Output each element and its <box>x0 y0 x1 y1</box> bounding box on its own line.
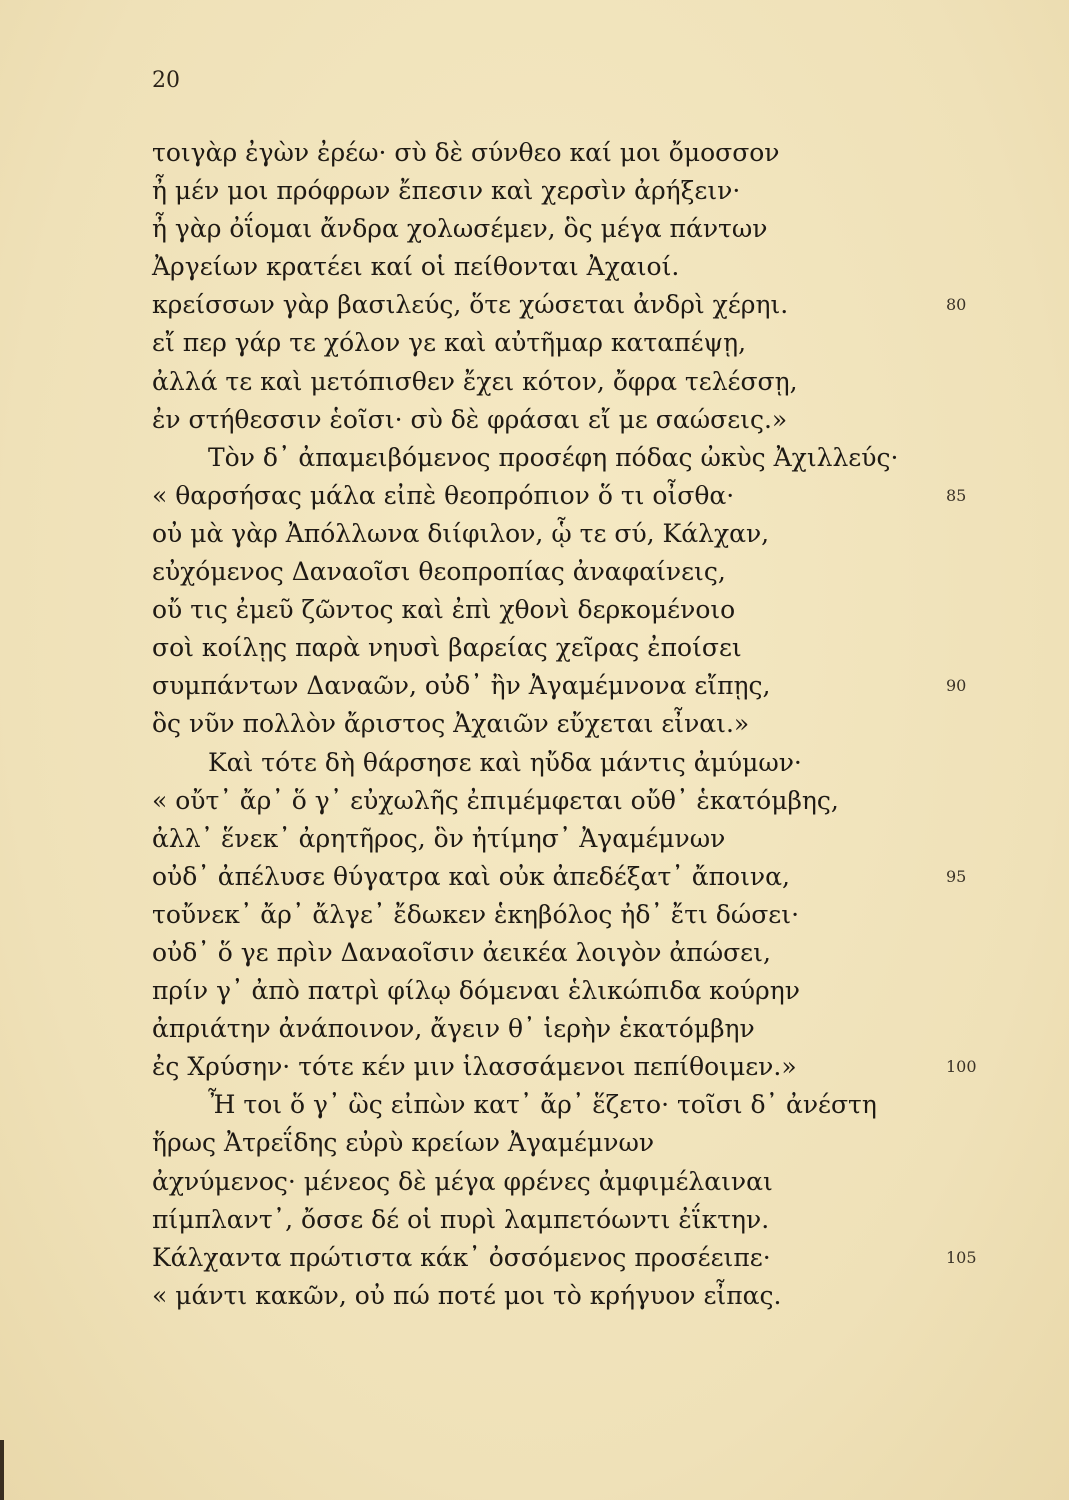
verse-line-text: συμπάντων Δαναῶν, οὐδ᾽ ἢν Ἀγαμέμνονα εἴπῃς, <box>152 671 771 701</box>
verse-line <box>0 705 1069 743</box>
verse-line-text: εὐχόμενος Δαναοῖσι θεοπροπίας ἀναφαίνεις, <box>152 557 726 587</box>
binding-edge <box>0 1440 4 1500</box>
page-number: 20 <box>152 68 180 93</box>
verse-line-text: οὐδ᾽ ἀπέλυσε θύγατρα καὶ οὐκ ἀπεδέξατ᾽ ἄποινα, <box>152 861 790 891</box>
verse-line-text: οὔ τις ἐμεῦ ζῶντος καὶ ἐπὶ χθονὶ δερκομένοιο <box>152 595 736 625</box>
verse-line-text: πρίν γ᾽ ἀπὸ πατρὶ φίλῳ δόμεναι ἑλικώπιδα κούρην <box>152 976 800 1006</box>
verse-line <box>0 629 1069 667</box>
verse-line <box>0 782 1069 820</box>
verse-line-text: ἐν στήθεσσιν ἑοῖσι· σὺ δὲ φράσαι εἴ με σαώσεις.» <box>152 404 788 434</box>
verse-line-text: Ἦ τοι ὅ γ᾽ ὣς εἰπὼν κατ᾽ ἄρ᾽ ἕζετο· τοῖσι δ᾽ ἀνέστη <box>208 1090 877 1120</box>
verse-line <box>0 972 1069 1010</box>
line-number: 85 <box>946 485 967 505</box>
verse-line <box>0 858 1069 896</box>
verse-line <box>0 1277 1069 1315</box>
verse-line <box>0 1163 1069 1201</box>
line-number: 90 <box>946 676 967 696</box>
verse-line-text: ἀλλά τε καὶ μετόπισθεν ἔχει κότον, ὄφρα τελέσσῃ, <box>152 366 798 396</box>
verse-line-text: τοὔνεκ᾽ ἄρ᾽ ἄλγε᾽ ἔδωκεν ἑκηβόλος ἠδ᾽ ἔτι δώσει· <box>152 899 800 929</box>
verse-line <box>0 210 1069 248</box>
verse-line <box>0 820 1069 858</box>
verse-line-text: οὐδ᾽ ὅ γε πρὶν Δαναοῖσιν ἀεικέα λοιγὸν ἀπώσει, <box>152 937 771 967</box>
verse-line-text: « θαρσήσας μάλα εἰπὲ θεοπρόπιον ὅ τι οἶσθα· <box>152 480 735 510</box>
verse-line <box>0 515 1069 553</box>
verse-line <box>0 1086 1069 1124</box>
verse-line-text: οὐ μὰ γὰρ Ἀπόλλωνα διίφιλον, ᾧ τε σύ, Κάλχαν, <box>152 518 770 548</box>
verse-line-text: τοιγὰρ ἐγὼν ἐρέω· σὺ δὲ σύνθεο καί μοι ὄμοσσον <box>152 138 780 167</box>
verse-line-text: ἦ γὰρ ὀΐομαι ἄνδρα χολωσέμεν, ὃς μέγα πάντων <box>152 214 768 244</box>
verse-line <box>0 1201 1069 1239</box>
verse-line <box>0 896 1069 934</box>
verse-line <box>0 591 1069 629</box>
verse-line <box>0 1239 1069 1277</box>
verse-line <box>0 744 1069 782</box>
verse-line <box>0 477 1069 515</box>
line-number: 105 <box>946 1247 977 1267</box>
verse-line-text: ὃς νῦν πολλὸν ἄριστος Ἀχαιῶν εὔχεται εἶναι.» <box>152 709 750 739</box>
verse-line-text: Τὸν δ᾽ ἀπαμειβόμενος προσέφη πόδας ὠκὺς Ἀχιλλεύς· <box>208 442 899 472</box>
line-number: 95 <box>946 866 967 886</box>
verse-line-text: πίμπλαντ᾽, ὄσσε δέ οἱ πυρὶ λαμπετόωντι ἐΐκτην. <box>152 1204 770 1234</box>
verse-line <box>0 439 1069 477</box>
verse-line-text: Καὶ τότε δὴ θάρσησε καὶ ηὔδα μάντις ἀμύμων· <box>208 747 802 777</box>
verse-text <box>0 134 1069 1315</box>
verse-line <box>0 401 1069 439</box>
line-number: 100 <box>946 1057 977 1077</box>
verse-line-text: ἀπριάτην ἀνάποινον, ἄγειν θ᾽ ἱερὴν ἑκατόμβην <box>152 1014 755 1044</box>
verse-line <box>0 1124 1069 1162</box>
verse-line-text: κρείσσων γὰρ βασιλεύς, ὅτε χώσεται ἀνδρὶ χέρηι. <box>152 290 789 320</box>
verse-line <box>0 1010 1069 1048</box>
verse-line <box>0 134 1069 172</box>
verse-line <box>0 324 1069 362</box>
verse-line <box>0 363 1069 401</box>
verse-line <box>0 1048 1069 1086</box>
verse-line-text: Ἀργείων κρατέει καί οἱ πείθονται Ἀχαιοί. <box>152 252 680 282</box>
verse-line-text: εἴ περ γάρ τε χόλον γε καὶ αὐτῆμαρ καταπέψῃ, <box>152 328 747 358</box>
verse-line <box>0 553 1069 591</box>
verse-line <box>0 172 1069 210</box>
verse-line-text: « οὔτ᾽ ἄρ᾽ ὅ γ᾽ εὐχωλῆς ἐπιμέμφεται οὔθ᾽ ἑκατόμβης, <box>152 785 839 815</box>
verse-line-text: « μάντι κακῶν, οὐ πώ ποτέ μοι τὸ κρήγυον εἶπας. <box>152 1280 782 1310</box>
verse-line-text: ἀλλ᾽ ἕνεκ᾽ ἀρητῆρος, ὃν ἠτίμησ᾽ Ἀγαμέμνων <box>152 823 726 853</box>
verse-line <box>0 667 1069 705</box>
verse-line-text: σοὶ κοίλῃς παρὰ νηυσὶ βαρείας χεῖρας ἐποίσει <box>152 633 742 663</box>
verse-line <box>0 248 1069 286</box>
verse-line-text: Κάλχαντα πρώτιστα κάκ᾽ ὀσσόμενος προσέειπε· <box>152 1242 771 1272</box>
verse-line <box>0 934 1069 972</box>
verse-line-text: ἥρως Ἀτρεΐδης εὐρὺ κρείων Ἀγαμέμνων <box>152 1128 655 1158</box>
verse-line-text: ἀχνύμενος· μένεος δὲ μέγα φρένες ἀμφιμέλαιναι <box>152 1166 773 1196</box>
verse-line <box>0 286 1069 324</box>
verse-line-text: ἐς Χρύσην· τότε κέν μιν ἱλασσάμενοι πεπίθοιμεν.» <box>152 1052 797 1082</box>
line-number: 80 <box>946 295 967 315</box>
verse-line-text: ἦ μέν μοι πρόφρων ἔπεσιν καὶ χερσὶν ἀρήξειν· <box>152 176 741 206</box>
